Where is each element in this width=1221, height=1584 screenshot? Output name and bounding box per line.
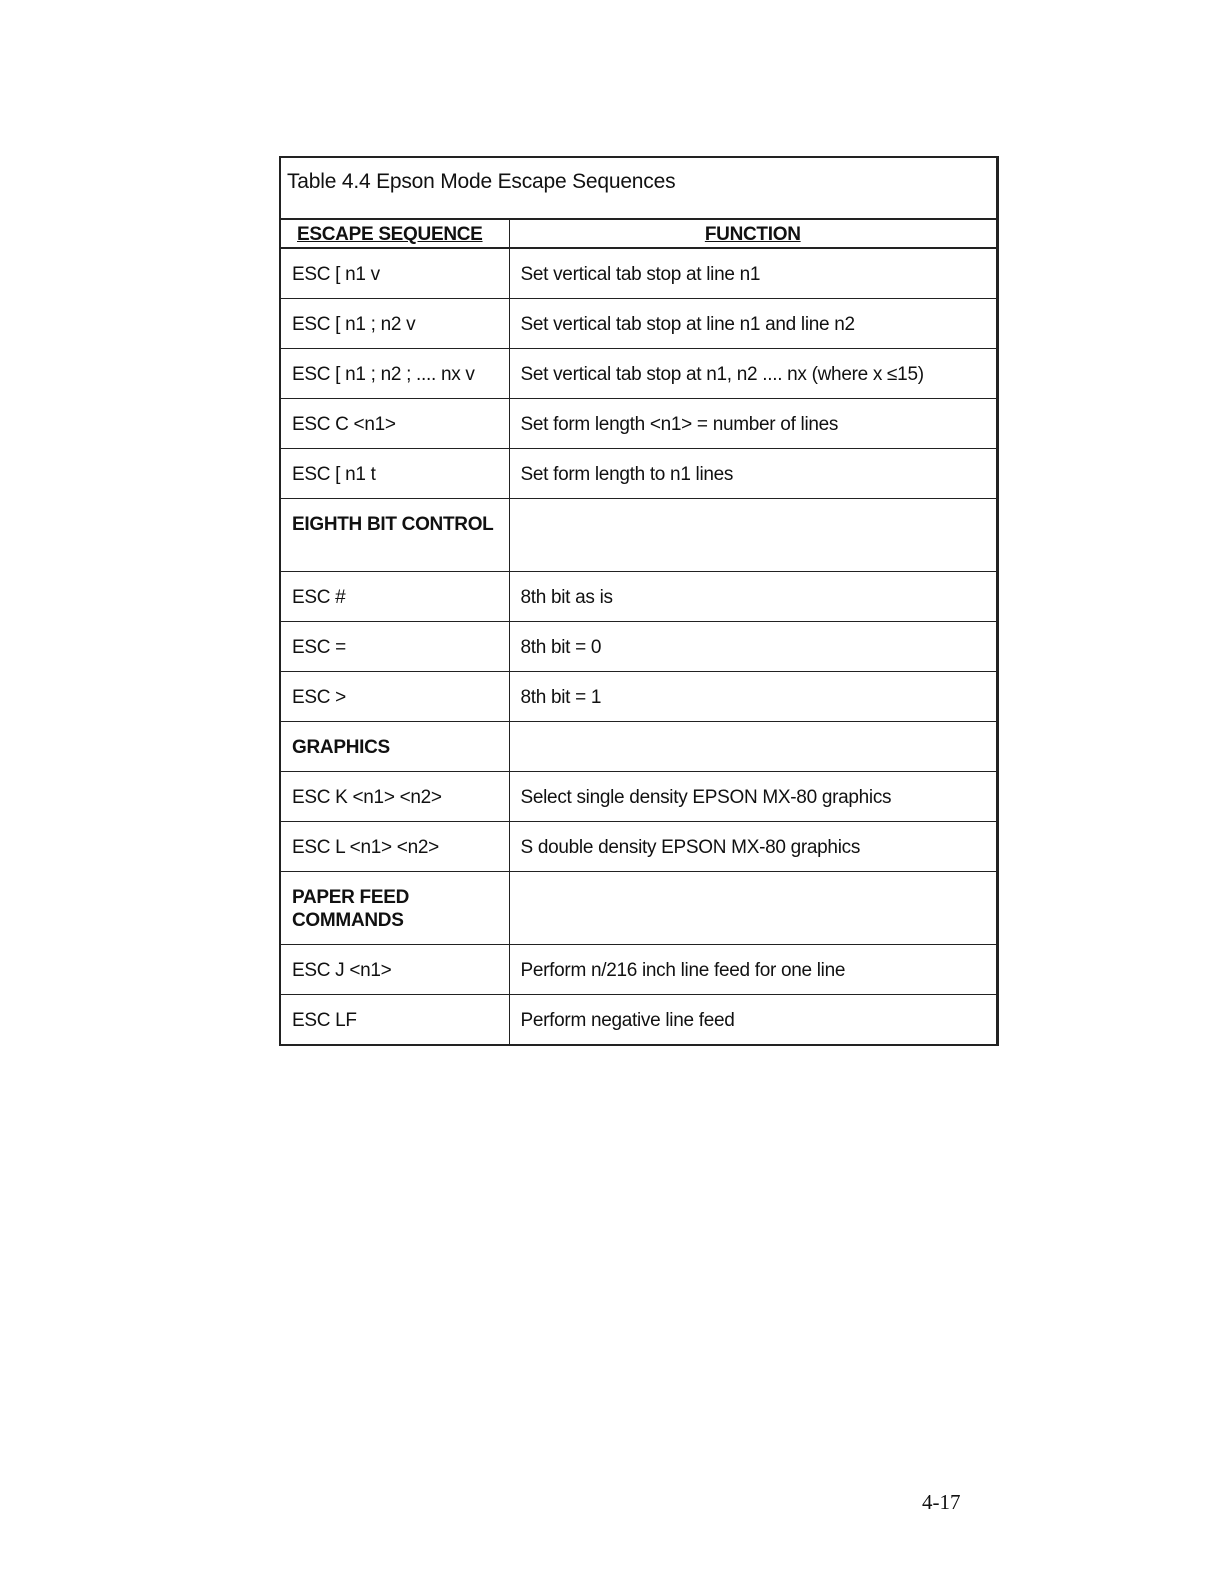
function-cell: S double density EPSON MX-80 graphics (509, 821, 996, 871)
section-heading: EIGHTH BIT CONTROL (281, 498, 509, 571)
sequence-cell: ESC [ n1 v (281, 248, 509, 298)
section-row-paper-feed-commands (281, 871, 996, 944)
sequence-cell: ESC [ n1 ; n2 ; .... nx v (281, 348, 509, 398)
table-row (281, 771, 996, 821)
table-row (281, 298, 996, 348)
section-row-graphics (281, 721, 996, 771)
sequence-cell: ESC [ n1 ; n2 v (281, 298, 509, 348)
function-cell (509, 871, 996, 944)
sequence-cell: ESC C <n1> (281, 398, 509, 448)
section-row-eighth-bit-control (281, 498, 996, 571)
table-row (281, 671, 996, 721)
function-cell: Set vertical tab stop at line n1 and line n2 (509, 298, 996, 348)
table-row (281, 348, 996, 398)
sequence-cell: ESC L <n1> <n2> (281, 821, 509, 871)
function-cell: Select single density EPSON MX-80 graphics (509, 771, 996, 821)
function-cell (509, 721, 996, 771)
page-number: 4-17 (922, 1490, 961, 1514)
table-caption: Table 4.4 Epson Mode Escape Sequences (281, 158, 996, 220)
table-row (281, 821, 996, 871)
function-cell (509, 498, 996, 571)
column-header-escape-sequence: ESCAPE SEQUENCE (281, 220, 509, 248)
function-cell: Perform negative line feed (520, 1009, 735, 1031)
table-row (281, 448, 996, 498)
sequence-cell: ESC > (281, 671, 509, 721)
function-cell: Set vertical tab stop at n1, n2 .... nx (where x ≤15) (509, 348, 996, 398)
section-heading: GRAPHICS (281, 721, 509, 771)
function-cell: Set form length <n1> = number of lines (509, 398, 996, 448)
sequence-cell: ESC = (281, 621, 509, 671)
function-cell: 8th bit = 1 (509, 671, 996, 721)
table-row (281, 994, 996, 1044)
function-cell: 8th bit as is (509, 571, 996, 621)
function-cell: 8th bit = 0 (509, 621, 996, 671)
sequence-table (281, 220, 996, 1044)
column-header-function: FUNCTION (509, 220, 996, 248)
section-heading: PAPER FEED COMMANDS (281, 871, 509, 944)
function-cell: Set vertical tab stop at line n1 (509, 248, 996, 298)
table-header-row (281, 220, 996, 248)
table-row (281, 944, 996, 994)
sequence-cell: ESC [ n1 t (281, 448, 509, 498)
function-cell: Perform n/216 inch line feed for one line (509, 944, 996, 994)
sequence-cell: ESC J <n1> (281, 944, 509, 994)
table-row (281, 571, 996, 621)
sequence-cell: ESC K <n1> <n2> (281, 771, 509, 821)
table-row (281, 621, 996, 671)
table-row (281, 398, 996, 448)
function-cell: Set form length to n1 lines (509, 448, 996, 498)
sequence-cell: ESC LF (281, 994, 509, 1044)
sequence-cell: ESC # (281, 571, 509, 621)
escape-sequence-table (279, 156, 999, 1046)
table-row (281, 248, 996, 298)
